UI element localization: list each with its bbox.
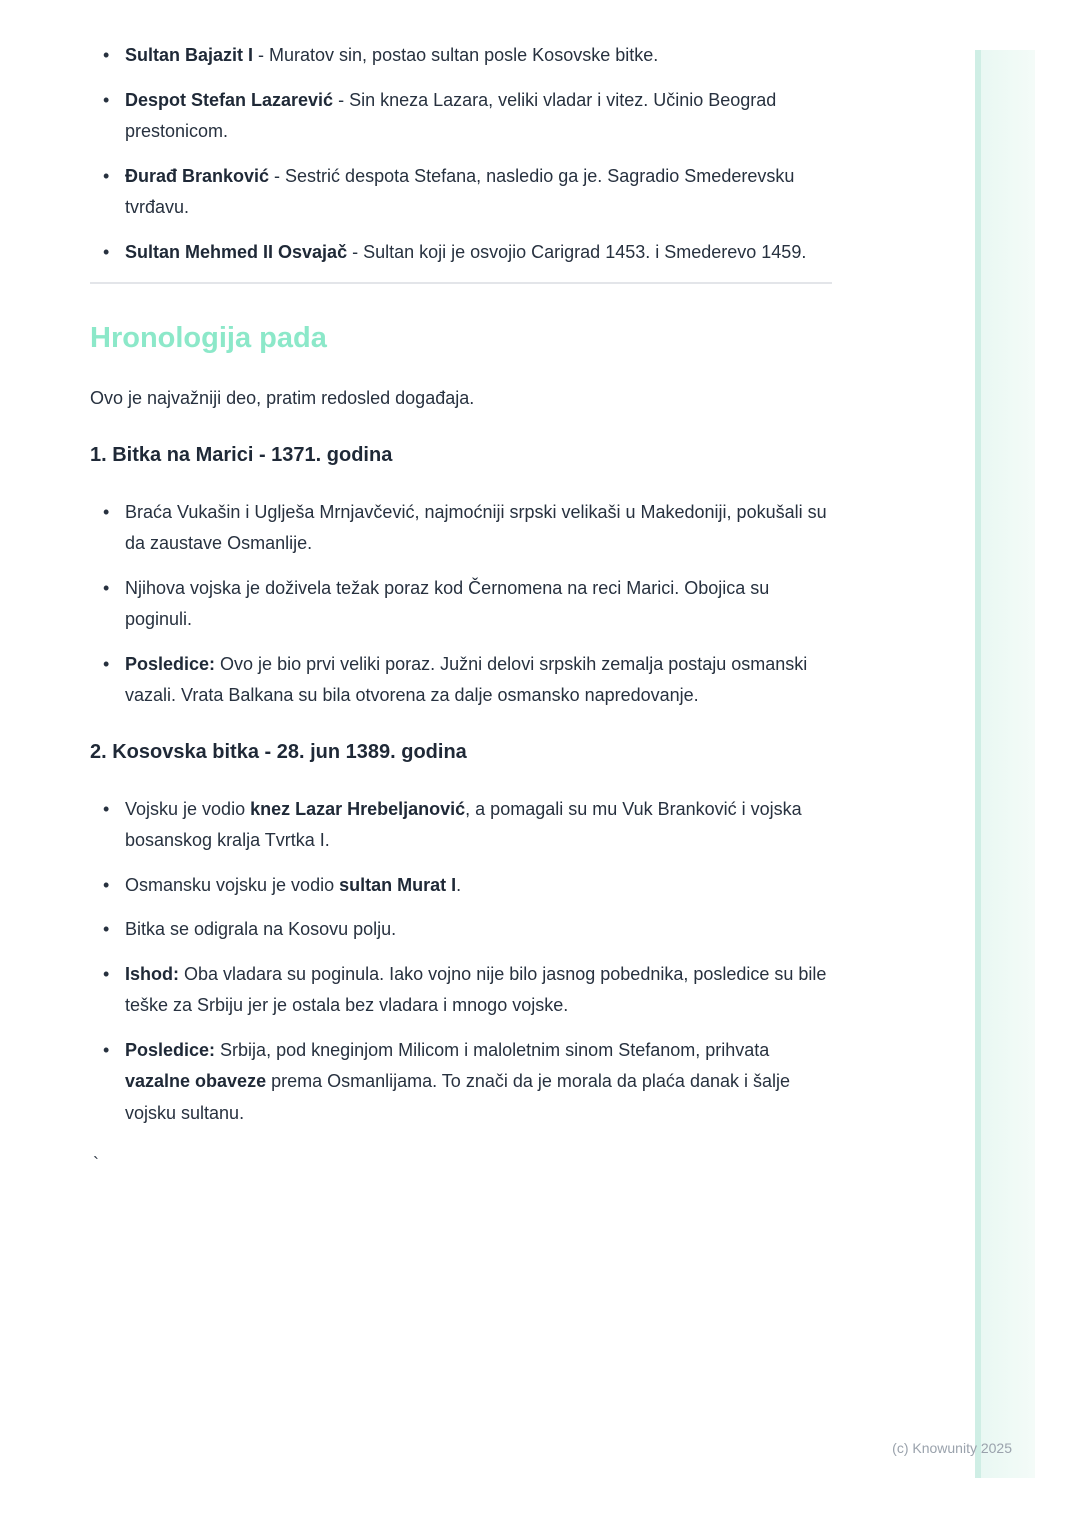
list-item: • Bitka se odigrala na Kosovu polju. bbox=[90, 914, 832, 946]
section-divider bbox=[90, 282, 832, 284]
subsection-1-heading: 1. Bitka na Marici - 1371. godina bbox=[90, 443, 393, 466]
section-heading: Hronologija pada bbox=[90, 322, 327, 354]
kosovo-battle-list bbox=[90, 794, 832, 1130]
list-item: • Despot Stefan Lazarević - Sin kneza Lazara, veliki vladar i vitez. Učinio Beograd prestonicom. bbox=[90, 85, 832, 148]
list-item: • Posledice: Srbija, pod kneginjom Milicom i maloletnim sinom Stefanom, prihvata vazalne obaveze prema Osmanlijama. To znači da je morala da plaća danak i šalje vojsku sultanu. bbox=[90, 1035, 832, 1130]
list-item: • Braća Vukašin i Uglješa Mrnjavčević, najmoćniji srpski velikaši u Makedoniji, pokušali su da zaustave Osmanlije. bbox=[90, 497, 832, 560]
list-item: • Njihova vojska je doživela težak poraz kod Černomena na reci Marici. Obojica su poginuli. bbox=[90, 573, 832, 636]
subsection-2-heading: 2. Kosovska bitka - 28. jun 1389. godina bbox=[90, 740, 467, 763]
copyright-footer: (c) Knowunity 2025 bbox=[892, 1440, 1012, 1456]
stray-character: ` bbox=[93, 1154, 99, 1174]
intro-paragraph: Ovo je najvažniji deo, pratim redosled događaja. bbox=[90, 388, 475, 408]
list-item: • Sultan Bajazit I - Muratov sin, postao sultan posle Kosovske bitke. bbox=[90, 40, 832, 72]
list-item: • Đurađ Branković - Sestrić despota Stefana, nasledio ga je. Sagradio Smederevsku tvrđavu. bbox=[90, 161, 832, 224]
rulers-list bbox=[90, 40, 832, 268]
accent-stripe bbox=[975, 50, 1035, 1478]
list-item: • Ishod: Oba vladara su poginula. Iako vojno nije bilo jasnog pobednika, posledice su bile teške za Srbiju jer je ostala bez vladara i mnogo vojske. bbox=[90, 959, 832, 1022]
list-item: • Sultan Mehmed II Osvajač - Sultan koji je osvojio Carigrad 1453. i Smederevo 1459. bbox=[90, 237, 832, 269]
document-content bbox=[90, 40, 832, 1181]
list-item: • Posledice: Ovo je bio prvi veliki poraz. Južni delovi srpskih zemalja postaju osmanski vazali. Vrata Balkana su bila otvorena za dalje osmansko napredovanje. bbox=[90, 649, 832, 712]
list-item: • Osmansku vojsku je vodio sultan Murat I. bbox=[90, 870, 832, 902]
list-item: • Vojsku je vodio knez Lazar Hrebeljanović, a pomagali su mu Vuk Branković i vojska bosanskog kralja Tvrtka I. bbox=[90, 794, 832, 857]
marica-battle-list bbox=[90, 497, 832, 712]
